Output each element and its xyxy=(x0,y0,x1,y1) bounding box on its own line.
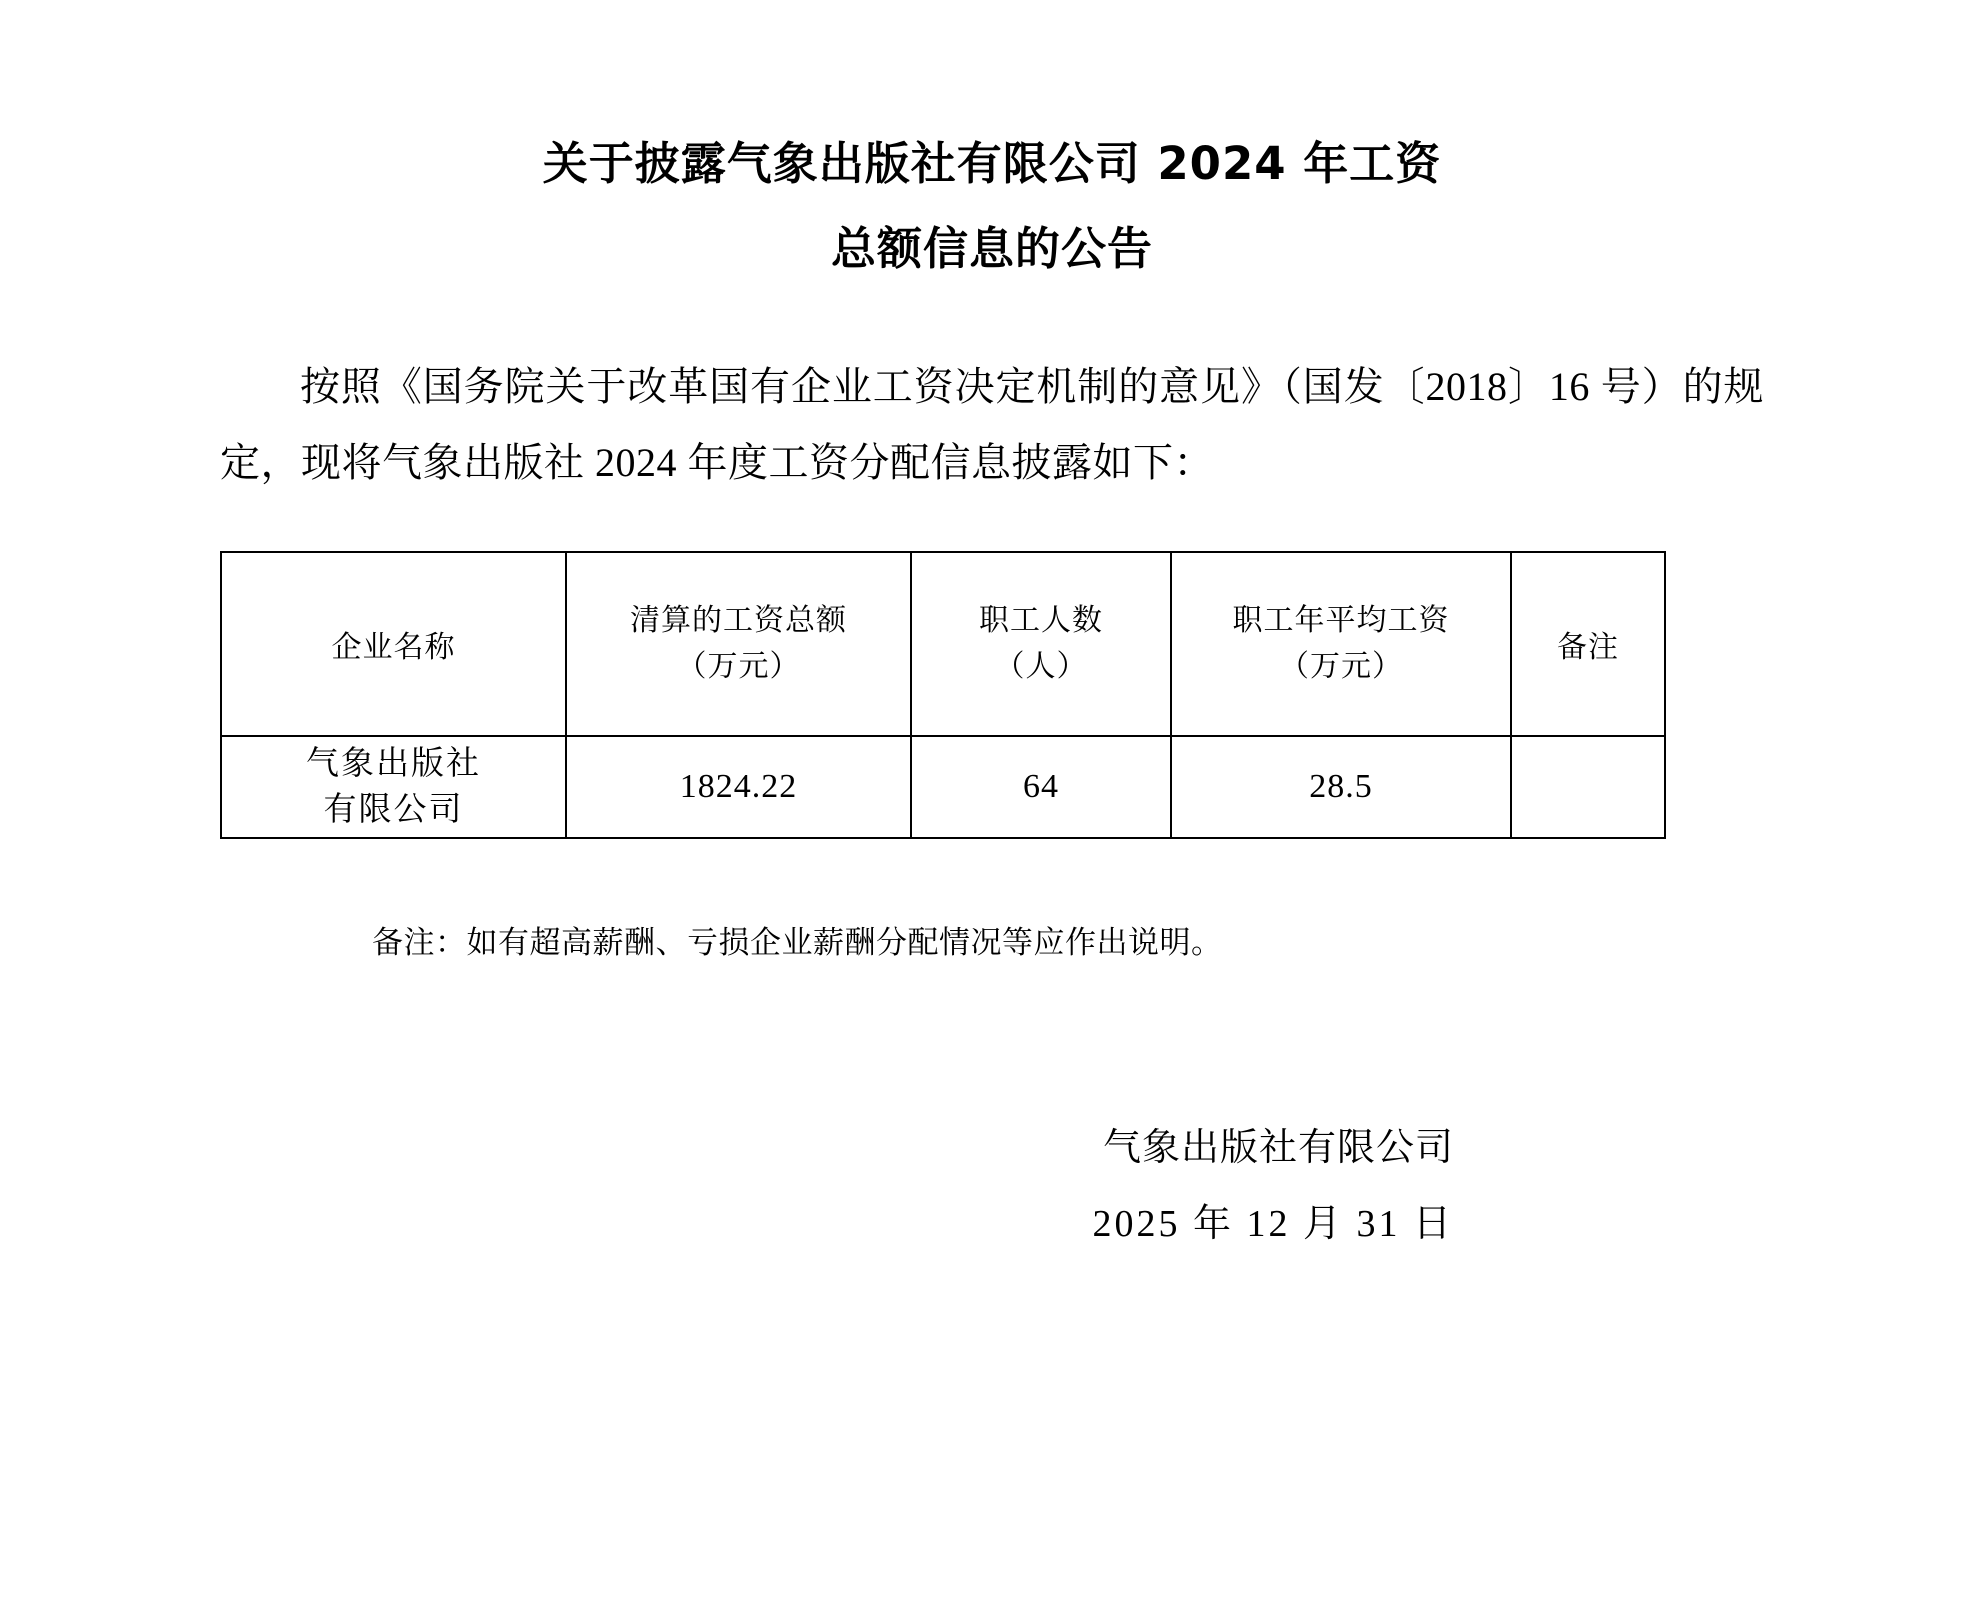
wage-table xyxy=(220,551,1666,839)
page-title-line-2: 总额信息的公告 xyxy=(830,221,1153,275)
table-body xyxy=(221,736,1665,838)
table-header-total-wage-line1: 清算的工资总额 xyxy=(630,603,847,637)
table-header-company-line1: 企业名称 xyxy=(331,631,456,665)
table-header-cell-employee-count xyxy=(911,552,1171,736)
table-cell-total-wage: 1824.22 xyxy=(566,736,911,838)
table-header-employee-count-line2: （人） xyxy=(994,650,1088,684)
table-header-average-wage-line2: （万元） xyxy=(1279,650,1403,684)
table-header-cell-remark xyxy=(1511,552,1665,736)
table-header-average-wage-line1: 职工年平均工资 xyxy=(1232,603,1450,637)
table-cell-average-wage: 28.5 xyxy=(1171,736,1511,838)
table-cell-company xyxy=(221,736,566,838)
table-header-remark-line1: 备注 xyxy=(1557,631,1619,665)
signature-block xyxy=(220,1110,1764,1262)
table-row xyxy=(221,736,1665,838)
table-header-cell-company xyxy=(221,552,566,736)
table-header xyxy=(221,552,1665,736)
table-cell-company-line1: 气象出版社 xyxy=(306,746,481,782)
table-header-employee-count-line1: 职工人数 xyxy=(979,603,1103,637)
table-header-cell-total-wage xyxy=(566,552,911,736)
document-content xyxy=(220,0,1764,1262)
table-footnote: 备注：如有超高薪酬、亏损企业薪酬分配情况等应作出说明。 xyxy=(372,925,1223,961)
page-title-line-1: 关于披露气象出版社有限公司 2024 年工资 xyxy=(542,137,1442,190)
signature-date: 2025 年 12 月 31 日 xyxy=(1092,1203,1454,1246)
table-cell-company-line2: 有限公司 xyxy=(323,792,464,829)
table-header-row xyxy=(221,552,1665,736)
table-header-total-wage-line2: （万元） xyxy=(676,650,801,684)
body-paragraph: 按照《国务院关于改革国有企业工资决定机制的意见》（国发〔2018〕16 号）的规定，现将气象出版社 2024 年度工资分配信息披露如下： xyxy=(220,364,1764,486)
table-cell-employee-count: 64 xyxy=(911,736,1171,838)
table-cell-remark xyxy=(1511,736,1665,838)
signature-company: 气象出版社有限公司 xyxy=(1102,1127,1454,1170)
page-title xyxy=(220,122,1764,291)
table-header-cell-average-wage xyxy=(1171,552,1511,736)
